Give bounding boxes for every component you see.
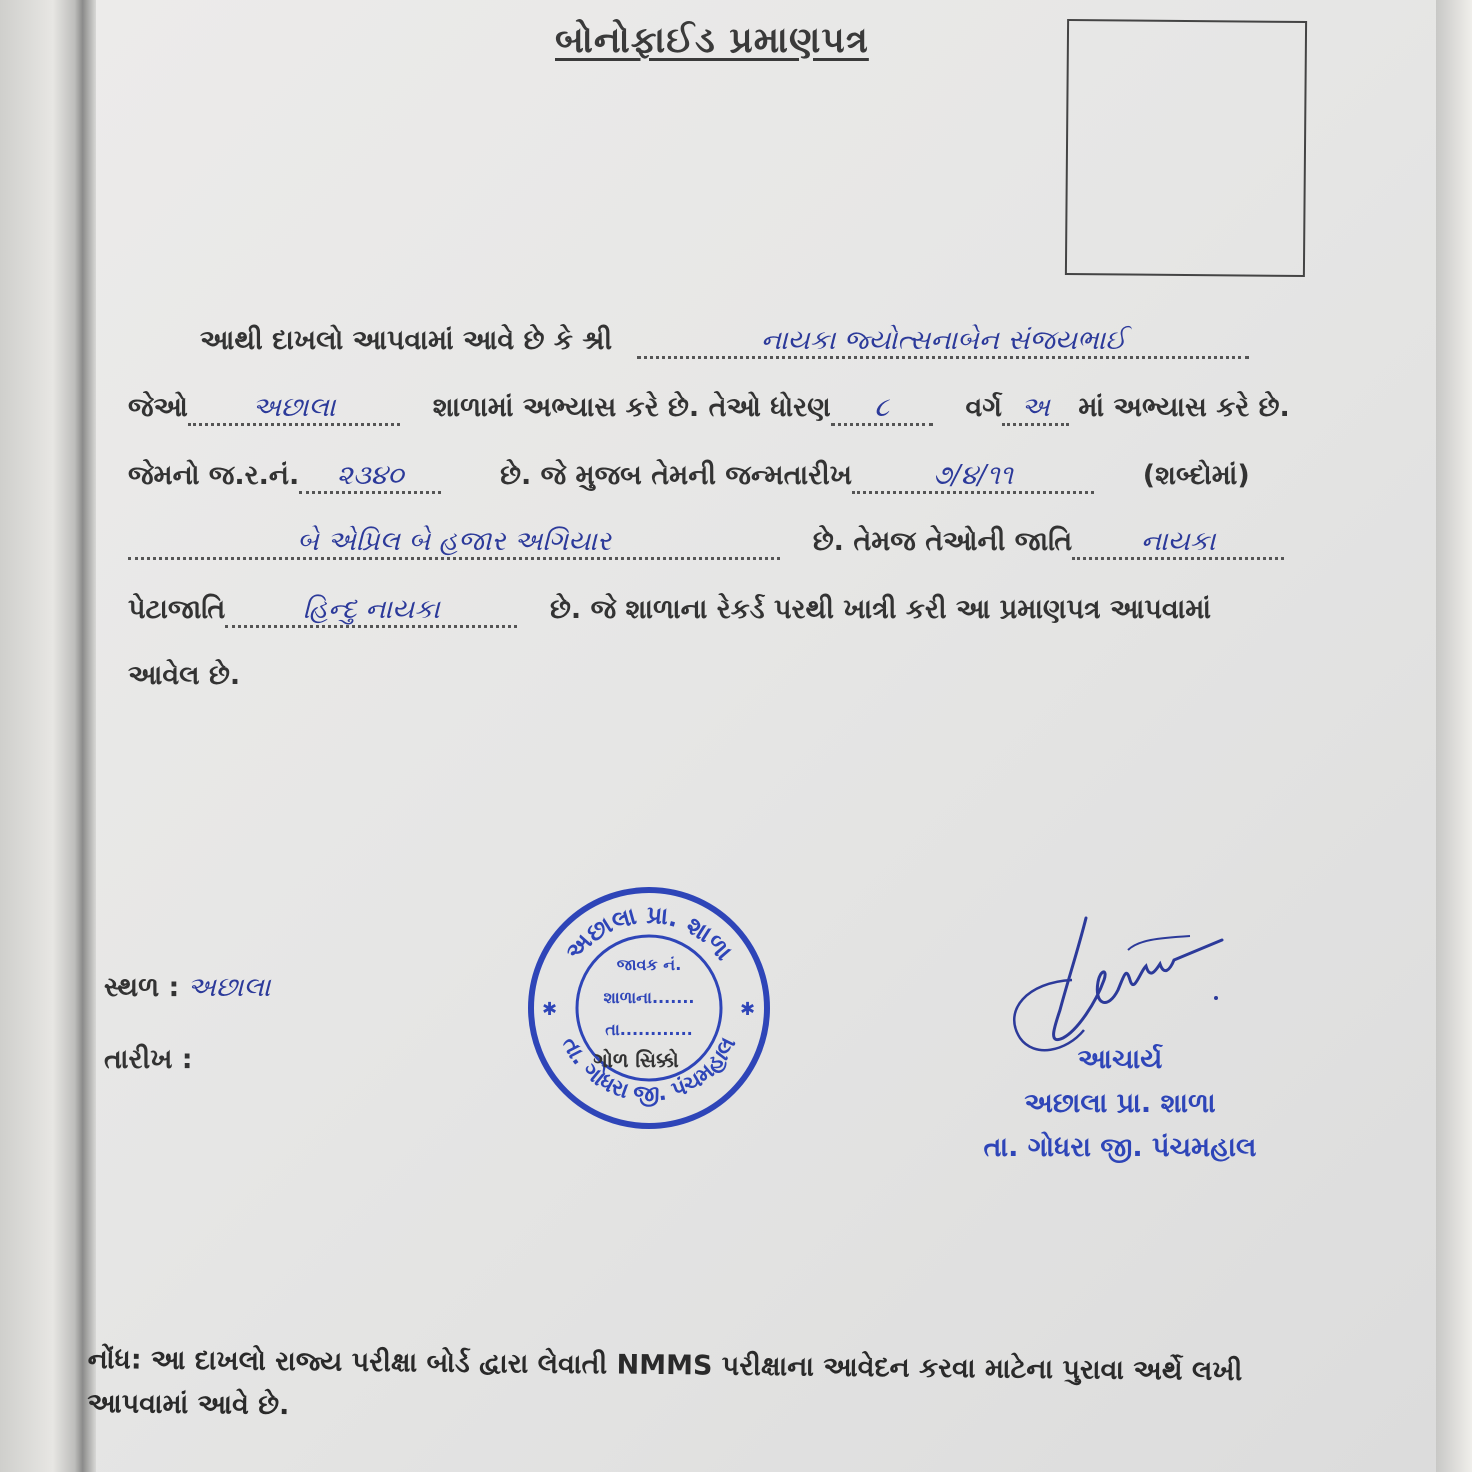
page-edge: [1436, 0, 1472, 1472]
text-school-study: શાળામાં અભ્યાસ કરે છે. તેઓ ધોરણ: [432, 392, 831, 423]
book-binding: [0, 0, 96, 1472]
body-line-5: [128, 594, 1350, 628]
principal-title: આચાર્ય: [1077, 1044, 1163, 1075]
text-given: આવેલ છે.: [128, 660, 241, 691]
text-record: છે. જે શાળાના રેકર્ડ પરથી ખાત્રી કરી આ પ્રમાણપત્ર આપવામાં: [550, 594, 1211, 625]
body-line-6: [128, 660, 1350, 692]
stamp-footer-text: ગોળ સિક્કો: [593, 1048, 679, 1072]
place-value: અછાલા: [187, 972, 271, 1003]
stamp-line-2: શાળાના.......: [603, 988, 695, 1007]
caste-field: નાયકા: [1072, 527, 1284, 560]
principal-school: અછાલા પ્રા. શાળા: [1024, 1088, 1216, 1119]
note-line-2: આપવામાં આવે છે.: [87, 1387, 290, 1422]
stamp-star-left: ✱: [542, 999, 558, 1020]
text-jeo: જેઓ: [128, 392, 188, 423]
stamp-line-3: તા............: [605, 1020, 693, 1039]
footer-note: [87, 1338, 1288, 1439]
place-label: સ્થળ :: [104, 972, 180, 1003]
text-dob: છે. જે મુજબ તેમની જન્મતારીખ: [500, 460, 852, 491]
body-line-3: [128, 460, 1350, 494]
stamp-top-text: અછાલા પ્રા. શાળા: [560, 900, 738, 966]
reg-number-field: ૨૩૪૦: [299, 461, 441, 494]
class-field: અ: [1002, 393, 1069, 426]
date-label: તારીખ :: [104, 1044, 193, 1075]
subcaste-field: હિન્દુ નાયકા: [225, 595, 517, 628]
dob-field: ૭/૪/૧૧: [852, 461, 1094, 494]
principal-address: તા. ગોધરા જી. પંચમહાલ: [983, 1132, 1257, 1163]
photo-box: [1065, 19, 1307, 277]
page-title: બોનોફાઈડ પ્રમાણપત્ર: [555, 20, 869, 61]
stamp-bottom-text: તા. ગોધરા જી. પંચમહાલ: [556, 1033, 742, 1108]
text-varg: વર્ગ: [965, 392, 1003, 423]
body-line-1: [128, 325, 1422, 359]
text-caste: છે. તેમજ તેઓની જાતિ: [812, 526, 1073, 557]
note-line-1: નોંધ: આ દાખલો રાજ્ય પરીક્ષા બોર્ડ દ્વારા લેવાતી NMMS પરીક્ષાના આવેદન કરવા માટેના પુરાવા અર્થે લખી: [87, 1343, 1243, 1388]
school-field: અછાલા: [188, 393, 400, 426]
place-row: [104, 972, 270, 1004]
student-name-field: નાયકા જ્યોત્સનાબેન સંજયભાઈ: [637, 326, 1249, 359]
principal-block: [960, 1040, 1280, 1176]
text-in-words: (શબ્દોમાં): [1142, 460, 1250, 491]
dob-words-field: બે એપ્રિલ બે હજાર અગિયાર: [128, 527, 780, 560]
text-subcaste: પેટાજાતિ: [128, 594, 226, 625]
text-reg-no: જેમનો જ.ર.નં.: [128, 460, 300, 491]
intro-text: આથી દાખલો આપવામાં આવે છે કે શ્રી: [200, 325, 613, 356]
standard-field: ૮: [831, 393, 933, 426]
school-stamp: [526, 885, 772, 1131]
text-study: માં અભ્યાસ કરે છે.: [1078, 392, 1290, 423]
stamp-line-1: જાવક નં.: [616, 955, 682, 974]
stamp-star-right: ✱: [740, 999, 756, 1020]
body-line-4: [128, 526, 1350, 560]
body-line-2: [128, 392, 1350, 426]
